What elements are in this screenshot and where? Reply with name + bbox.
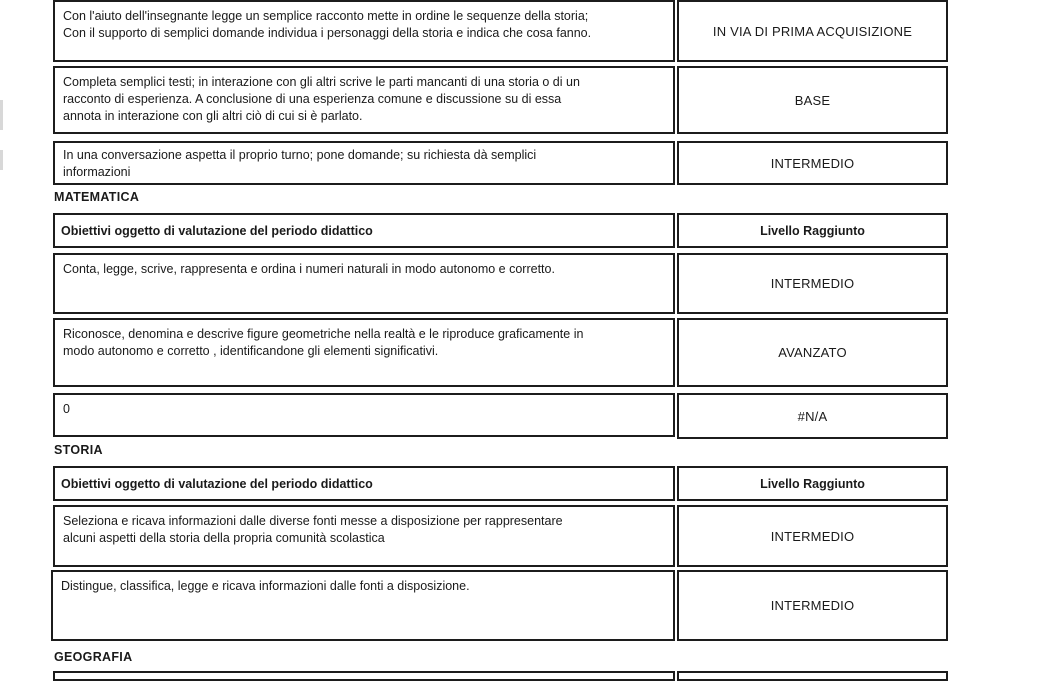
scan-artifact xyxy=(0,150,3,170)
section-title-matematica: MATEMATICA xyxy=(54,190,140,204)
italiano-objective-3: In una conversazione aspetta il proprio turno; pone domande; su richiesta dà semplici informazioni xyxy=(53,141,675,185)
matematica-level-1: INTERMEDIO xyxy=(677,253,948,314)
storia-level-2: INTERMEDIO xyxy=(677,570,948,641)
matematica-level-2: AVANZATO xyxy=(677,318,948,387)
matematica-header-level: Livello Raggiunto xyxy=(677,213,948,248)
matematica-header-objective: Obiettivi oggetto di valutazione del periodo didattico xyxy=(53,213,675,248)
storia-level-1: INTERMEDIO xyxy=(677,505,948,567)
matematica-objective-1: Conta, legge, scrive, rappresenta e ordina i numeri naturali in modo autonomo e corretto. xyxy=(53,253,675,314)
storia-objective-2: Distingue, classifica, legge e ricava informazioni dalle fonti a disposizione. xyxy=(51,570,675,641)
italiano-level-2: BASE xyxy=(677,66,948,134)
matematica-objective-2: Riconosce, denomina e descrive figure geometriche nella realtà e le riproduce graficamente in modo autonomo e corretto , identificandone gli elementi significativi. xyxy=(53,318,675,387)
italiano-level-1: IN VIA DI PRIMA ACQUISIZIONE xyxy=(677,0,948,62)
geografia-header-objective-partial xyxy=(53,671,675,681)
storia-objective-1: Seleziona e ricava informazioni dalle diverse fonti messe a disposizione per rappresentare alcuni aspetti della storia della propria comunità scolastica xyxy=(53,505,675,567)
matematica-objective-3: 0 xyxy=(53,393,675,437)
italiano-level-3: INTERMEDIO xyxy=(677,141,948,185)
storia-header-level: Livello Raggiunto xyxy=(677,466,948,501)
storia-header-objective: Obiettivi oggetto di valutazione del periodo didattico xyxy=(53,466,675,501)
section-title-storia: STORIA xyxy=(54,443,103,457)
matematica-level-3: #N/A xyxy=(677,393,948,439)
italiano-objective-1: Con l'aiuto dell'insegnante legge un semplice racconto mette in ordine le sequenze della storia; Con il supporto di semplici domande individua i personaggi della storia e indica che cosa fanno. xyxy=(53,0,675,62)
italiano-objective-2: Completa semplici testi; in interazione con gli altri scrive le parti mancanti di una storia o di un racconto di esperienza. A conclusione di una esperienza comune e discussione su di essa annota in interazione con gli altri ciò di cui si è parlato. xyxy=(53,66,675,134)
section-title-geografia: GEOGRAFIA xyxy=(54,650,133,664)
scan-artifact xyxy=(0,100,3,130)
geografia-header-level-partial xyxy=(677,671,948,681)
